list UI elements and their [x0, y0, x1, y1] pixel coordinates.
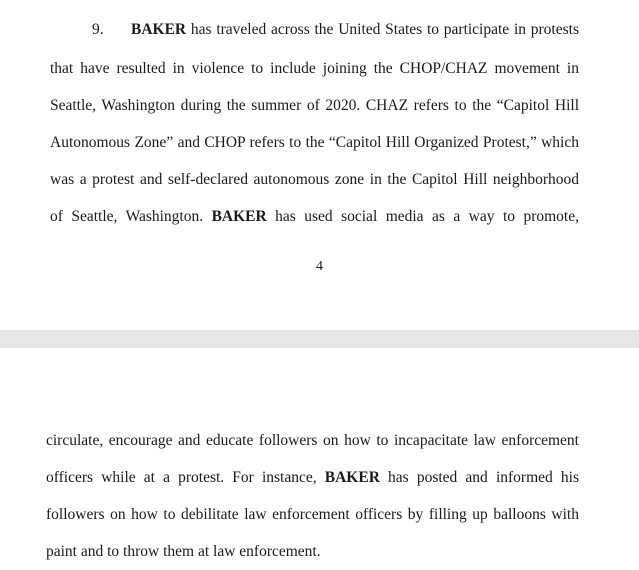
text-line-4 [50, 133, 579, 153]
line-text-pre: of Seattle, Washington. [50, 208, 212, 225]
line-text: Autonomous Zone” and CHOP refers to the “Capitol Hill Organized Protest,” which [50, 134, 579, 151]
text-line-1 [131, 20, 579, 40]
text-line-7 [46, 431, 579, 451]
line-text: circulate, encourage and educate followers on how to incapacitate law enforcement [46, 432, 579, 449]
text-line-3 [50, 96, 579, 116]
name-bold: BAKER [211, 208, 267, 225]
name-bold: BAKER [131, 21, 187, 38]
text-line-8 [46, 468, 579, 488]
line-text: has used social media as a way to promote, [266, 208, 579, 225]
line-text: has traveled across the United States to participate in protests [186, 21, 579, 38]
text-line-6 [50, 207, 579, 227]
text-line-2 [50, 59, 579, 79]
line-text: was a protest and self-declared autonomous zone in the Capitol Hill neighborhood [50, 171, 579, 188]
document-page-bottom [0, 348, 639, 570]
line-text-pre: officers while at a protest. For instance, [46, 469, 325, 486]
paragraph-number: 9. [92, 21, 104, 38]
line-text: paint and to throw them at law enforcement. [46, 543, 321, 560]
page-number: 4 [316, 259, 323, 274]
line-text: that have resulted in violence to include joining the CHOP/CHAZ movement in [50, 60, 579, 77]
text-line-10 [46, 542, 321, 562]
page-separator [0, 330, 639, 348]
line-text: followers on how to debilitate law enforcement officers by filling up balloons with [46, 506, 579, 523]
text-line-9 [46, 505, 579, 525]
line-text: Seattle, Washington during the summer of 2020. CHAZ refers to the “Capitol Hill [50, 97, 579, 114]
text-line-5 [50, 170, 579, 190]
line-text: has posted and informed his [379, 469, 579, 486]
name-bold: BAKER [324, 469, 380, 486]
